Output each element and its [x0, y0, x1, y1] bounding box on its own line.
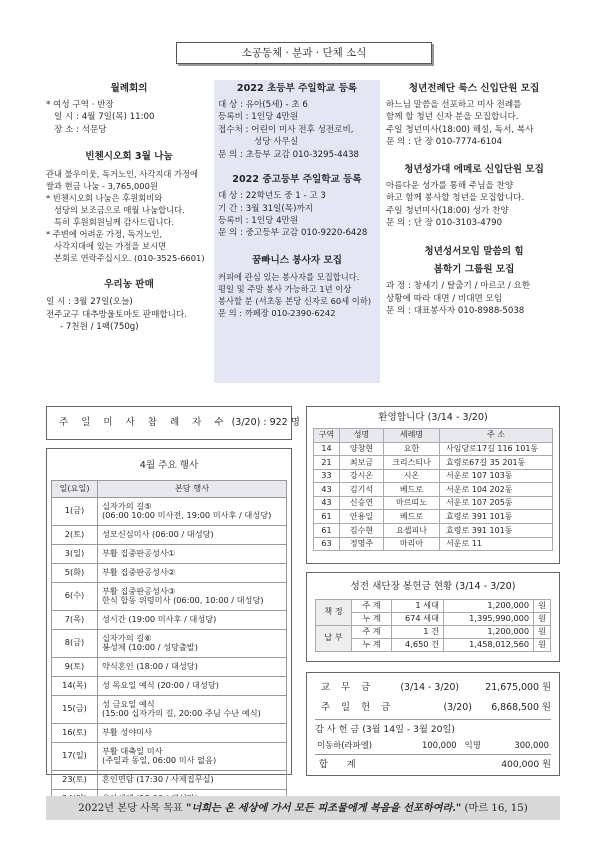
schedule-event-line: 부활 대축일 미사 — [102, 745, 163, 756]
welcome-row — [314, 469, 553, 483]
welcome-table — [313, 428, 553, 551]
elem-line: 문 의 : 초등부 교감 010-3295-4438 — [218, 149, 360, 160]
schedule-row — [52, 563, 287, 582]
schedule-event — [98, 582, 287, 610]
column-right — [386, 82, 562, 318]
thanks-period: (3월 14일 - 3월 20일) — [362, 724, 455, 736]
welcome-baptism: 크리스티나 — [384, 456, 440, 470]
schedule-event-line: 약식혼인 (18:00 / 대성당) — [102, 660, 198, 671]
footer-quote: "너희는 온 세상에 가서 모든 피조물에게 복음을 선포하여라." — [186, 802, 462, 814]
welcome-address: 서운로 11 — [440, 537, 553, 551]
schedule-event — [98, 770, 287, 789]
elem-line: 대 상 : 유아(5세) - 초 6 — [218, 99, 308, 110]
schedule-event-line: 봉성체 (10:00 / 성당출발) — [102, 642, 198, 653]
welcome-row — [314, 537, 553, 551]
schedule-box — [46, 448, 292, 784]
fund-type: 누 계 — [352, 612, 392, 625]
schedule-table — [51, 480, 287, 809]
schedule-date: 17(일) — [52, 742, 98, 770]
schedule-event-line: 성 목요일 예식 (20:00 / 대성당) — [102, 679, 219, 690]
dream-line: 평일 및 주말 봉사 가능하고 1년 이상 — [218, 283, 352, 294]
sunday-label: 주 일 헌 금 — [321, 701, 395, 713]
monthly-line: 장 소 : 석문당 — [54, 124, 107, 135]
schedule-date: 5(화) — [52, 563, 98, 582]
bible-subheading: 봄학기 그룹원 모집 — [433, 264, 515, 276]
sunday-period: (3/20) — [443, 701, 472, 713]
bible-line: 상황에 따라 대면 / 비대면 모임 — [386, 293, 503, 304]
schedule-date: 2(토) — [52, 525, 98, 544]
total-row — [315, 758, 551, 771]
dream-heading: 꿈빠니스 봉사자 모집 — [251, 254, 343, 266]
welcome-body — [314, 442, 553, 551]
mid-heading: 2022 중고등부 주일학교 등록 — [232, 174, 362, 186]
fund-group-paid: 납 부 — [316, 625, 352, 651]
thanks-amount: 100,000 — [421, 739, 457, 750]
fund-amount: 1,200,000 — [444, 625, 534, 638]
schedule-date: 6(수) — [52, 582, 98, 610]
thanks-amount: 300,000 — [514, 739, 549, 750]
welcome-zone: 14 — [314, 442, 340, 456]
page-title — [176, 42, 432, 64]
lux-line: 하느님 말씀을 선포하고 미사 전례를 — [386, 99, 522, 110]
schedule-row — [52, 723, 287, 742]
mid-line: 기 간 : 3월 31일(목)까지 — [218, 203, 314, 214]
choir-line: 주일 청년미사(18:00) 성가 찬양 — [386, 205, 509, 216]
welcome-baptism: 마리아 — [384, 537, 440, 551]
schedule-date: 23(토) — [52, 770, 98, 789]
fund-count: 674 세대 — [392, 612, 444, 625]
title-text: 소공동체 · 분과 · 단체 소식 — [241, 47, 367, 59]
schedule-date: 16(토) — [52, 723, 98, 742]
lux-line: 문 의 : 단 장 010-7774-6104 — [386, 137, 503, 148]
welcome-zone: 61 — [314, 524, 340, 538]
schedule-row — [52, 657, 287, 676]
fund-unit: 원 — [534, 612, 551, 625]
welcome-name: 김기석 — [340, 483, 384, 497]
welcome-address: 효령로 391 101동 — [440, 524, 553, 538]
column-middle — [214, 80, 380, 383]
schedule-row — [52, 525, 287, 544]
schedule-event — [98, 525, 287, 544]
elem-line: 등록비 : 1인당 4만원 — [218, 112, 299, 123]
thanks-table — [315, 739, 551, 751]
milk-heading: 우리농 판매 — [104, 279, 154, 291]
welcome-name: 최보금 — [340, 456, 384, 470]
thanks-row — [315, 723, 551, 736]
monthly-line: * 여성 구역 · 반장 — [46, 99, 114, 110]
lux-line: 함께 할 청년 신자 분을 모집합니다. — [386, 112, 519, 123]
attendance-date: (3/20) — [231, 417, 261, 428]
schedule-row — [52, 695, 287, 723]
welcome-box — [306, 406, 560, 564]
welcome-row — [314, 510, 553, 524]
welcome-address: 효령로 391 101동 — [440, 510, 553, 524]
lux-heading: 청년전례단 룩스 신입단원 모집 — [408, 83, 540, 94]
welcome-baptism: 시온 — [384, 469, 440, 483]
fund-heading: 성전 새단장 봉헌금 현황 (3/14 - 3/20) — [350, 581, 516, 592]
welcome-row — [314, 442, 553, 456]
dream-line: 문 의 : 까페장 010-2390-6242 — [218, 307, 336, 318]
vincent-line: 성당의 보조금으로 매월 나눔합니다. — [54, 205, 185, 216]
schedule-event — [98, 676, 287, 695]
schedule-event-line: 한식 합동 위령미사 (06:00, 10:00 / 대성당) — [102, 595, 264, 606]
welcome-name: 신승연 — [340, 496, 384, 510]
schedule-row — [52, 676, 287, 695]
attendance-value: : 922 명 — [263, 417, 300, 428]
schedule-event — [98, 723, 287, 742]
welcome-name: 강시온 — [340, 469, 384, 483]
schedule-event — [98, 544, 287, 563]
footer-banner — [46, 796, 560, 820]
mid-line: 문 의 : 중고등부 교감 010-9220-6428 — [218, 228, 368, 239]
schedule-event — [98, 497, 287, 525]
schedule-event — [98, 695, 287, 723]
schedule-event-line: 십자가의 길⑥ — [102, 632, 152, 643]
schedule-row — [52, 629, 287, 657]
schedule-row — [52, 497, 287, 525]
sunday-amount: 6,868,500 원 — [491, 701, 551, 713]
schedule-date: 3(일) — [52, 544, 98, 563]
schedule-date: 8(금) — [52, 629, 98, 657]
schedule-heading: 4월 주요 행사 — [139, 460, 199, 471]
choir-line: 아름다운 성가를 통해 주님을 찬양 — [386, 180, 514, 191]
schedule-date: 9(토) — [52, 657, 98, 676]
mid-line: 대 상 : 22학년도 중 1 - 고 3 — [218, 191, 326, 202]
dream-line: 봉사할 분 (서초동 본당 신자로 60세 이하) — [218, 295, 372, 306]
fund-count: 4,650 건 — [392, 638, 444, 651]
total-amount: 400,000 원 — [501, 758, 551, 770]
fund-unit: 원 — [534, 599, 551, 612]
welcome-row — [314, 496, 553, 510]
schedule-row — [52, 742, 287, 770]
choir-line: 문 의 : 단 장 010-3103-4790 — [386, 217, 503, 228]
schedule-col-event: 본당 행사 — [98, 480, 287, 497]
schedule-body — [52, 497, 287, 808]
schedule-event-line: (주일과 동일, 06:00 미사 없음) — [102, 755, 217, 766]
mid-line: 등록비 : 1인당 4만원 — [218, 215, 299, 226]
welcome-zone: 43 — [314, 496, 340, 510]
fund-count: 1 건 — [392, 625, 444, 638]
welcome-baptism: 베드로 — [384, 483, 440, 497]
schedule-row — [52, 544, 287, 563]
schedule-event-line: 성모신심미사 (06:00 / 대성당) — [102, 528, 214, 539]
schedule-event — [98, 563, 287, 582]
monthly-meeting-heading: 월례회의 — [110, 83, 148, 94]
schedule-event-line: (06:00 10:00 미사전, 19:00 미사후 / 대성당) — [102, 510, 272, 521]
choir-heading: 청년성가대 에메로 신입단원 모집 — [404, 163, 544, 175]
schedule-event-line: 부활 성야미사 — [102, 726, 153, 737]
fund-amount: 1,200,000 — [444, 599, 534, 612]
schedule-event-line: 부활 집중판공성사② — [102, 566, 176, 577]
schedule-event-line: (15:00 십자가의 길, 20:00 주님 수난 예식) — [102, 708, 261, 719]
welcome-zone: 33 — [314, 469, 340, 483]
schedule-event — [98, 742, 287, 770]
fund-group-set: 책 정 — [316, 599, 352, 625]
schedule-row — [52, 582, 287, 610]
elem-line: 접수처 : 어린이 미사 전후 성전로비, — [218, 124, 354, 135]
fund-amount: 1,458,012,560 — [444, 638, 534, 651]
dream-line: 커피에 관심 있는 봉사자를 모집합니다. — [218, 271, 360, 282]
schedule-date: 14(목) — [52, 676, 98, 695]
thanks-donor: 익명 — [464, 739, 481, 750]
elem-heading: 2022 초등부 주일학교 등록 — [236, 83, 358, 94]
schedule-row — [52, 770, 287, 789]
schedule-row — [52, 610, 287, 629]
vincent-line: * 빈첸시오회 나눔은 후원회비와 — [46, 193, 163, 204]
welcome-name: 정명주 — [340, 537, 384, 551]
welcome-zone: 63 — [314, 537, 340, 551]
vincent-line: 관내 불우이웃, 독거노인, 사각지대 가정에 — [46, 169, 199, 180]
fund-unit: 원 — [534, 638, 551, 651]
schedule-event-line: 십자가의 길⑤ — [102, 500, 152, 511]
fund-count: 1 세대 — [392, 599, 444, 612]
schedule-event-line: 부활 집중판공성사③ — [102, 585, 176, 596]
schedule-event — [98, 610, 287, 629]
welcome-zone: 61 — [314, 510, 340, 524]
vincent-heading: 빈첸시오회 3월 나눔 — [85, 151, 173, 163]
welcome-baptism: 요셉피나 — [384, 524, 440, 538]
vincent-line: 본회로 연락주십시오. (010-3525-6601) — [54, 253, 205, 264]
vincent-line: 특히 후원회원님께 감사드립니다. — [54, 217, 175, 228]
fund-type: 주 계 — [352, 625, 392, 638]
fund-amount: 1,395,990,000 — [444, 612, 534, 625]
fund-type: 누 계 — [352, 638, 392, 651]
vincent-line: 쌀과 현금 나눔 - 3,765,000원 — [46, 181, 158, 192]
welcome-name: 김수현 — [340, 524, 384, 538]
bible-line: 문 의 : 대표봉사자 010-8988-5038 — [386, 306, 525, 317]
milk-line: 전주교구 대추방울토마토 판매합니다. — [46, 309, 188, 320]
gyomu-label: 교 무 금 — [321, 682, 375, 693]
sunday-row — [315, 701, 551, 715]
welcome-name: 양창현 — [340, 442, 384, 456]
welcome-address: 서운로 107 205동 — [440, 496, 553, 510]
attendance-label: 주 일 미 사 참 례 자 수 — [59, 417, 229, 428]
elem-line: 성당 사무실 — [254, 137, 299, 148]
welcome-baptism: 요한 — [384, 442, 440, 456]
bible-heading: 청년성서모임 말씀의 힘 — [424, 246, 524, 258]
welcome-address: 사임당로17길 116 101동 — [440, 442, 553, 456]
vincent-line: 사각지대에 있는 가정을 보시면 — [54, 241, 167, 252]
welcome-name: 안용일 — [340, 510, 384, 524]
schedule-event — [98, 629, 287, 657]
welcome-row — [314, 524, 553, 538]
welcome-row — [314, 483, 553, 497]
schedule-date: 7(목) — [52, 610, 98, 629]
welcome-col-zone: 구역 — [314, 428, 340, 442]
thanks-donor: 이동하(라파엘) — [317, 739, 373, 750]
footer-ref: (마르 16, 15) — [464, 803, 528, 814]
fund-unit: 원 — [534, 625, 551, 638]
choir-line: 하고 함께 봉사할 청년을 모집합니다. — [386, 193, 525, 204]
welcome-row — [314, 456, 553, 470]
total-label: 합 계 — [319, 758, 364, 770]
welcome-col-name: 성명 — [340, 428, 384, 442]
welcome-address: 서운로 104 202동 — [440, 483, 553, 497]
gyomu-period: (3/14 - 3/20) — [400, 682, 460, 693]
summary-box — [306, 672, 560, 776]
schedule-date: 15(금) — [52, 695, 98, 723]
welcome-address: 효령로67길 35 201동 — [440, 456, 553, 470]
schedule-col-date: 일(요일) — [52, 480, 98, 497]
monthly-line: 일 시 : 4월 7일(목) 11:00 — [54, 112, 155, 123]
welcome-zone: 21 — [314, 456, 340, 470]
welcome-baptism: 마르띠노 — [384, 496, 440, 510]
welcome-col-baptism: 세례명 — [384, 428, 440, 442]
lux-line: 주일 청년미사(18:00) 해설, 독서, 복사 — [386, 124, 534, 135]
fund-type: 주 계 — [352, 599, 392, 612]
schedule-event-line: 성 금요일 예식 — [102, 698, 155, 709]
fund-box — [306, 572, 560, 662]
welcome-heading: 환영합니다 (3/14 - 3/20) — [378, 412, 488, 423]
schedule-event-line: 성시간 (19:00 미사후 / 대성당) — [102, 613, 217, 624]
footer-prefix: 2022년 본당 사목 목표 — [78, 803, 183, 814]
welcome-zone: 43 — [314, 483, 340, 497]
bible-line: 과 정 : 창세기 / 탈출기 / 마르코 / 요한 — [386, 281, 531, 292]
thanks-label: 감 사 헌 금 — [315, 724, 360, 736]
fund-table — [315, 599, 551, 652]
gyomu-row — [315, 681, 551, 695]
gyomu-amount: 21,675,000 원 — [485, 682, 551, 693]
welcome-col-address: 주 소 — [440, 428, 553, 442]
milk-line: 일 시 : 3월 27일(오늘) — [46, 297, 133, 308]
schedule-event-line: 부활 집중판공성사① — [102, 547, 176, 558]
attendance-box — [46, 406, 300, 440]
schedule-event — [98, 657, 287, 676]
milk-line: - 7천원 / 1팩(750g) — [60, 322, 139, 333]
welcome-address: 서운로 107 103동 — [440, 469, 553, 483]
column-left — [46, 82, 212, 334]
schedule-date: 1(금) — [52, 497, 98, 525]
vincent-line: * 주변에 어려운 가정, 독거노인, — [46, 229, 163, 240]
welcome-baptism: 베드로 — [384, 510, 440, 524]
schedule-event-line: 혼인면담 (17:30 / 사제집무실) — [102, 773, 214, 784]
